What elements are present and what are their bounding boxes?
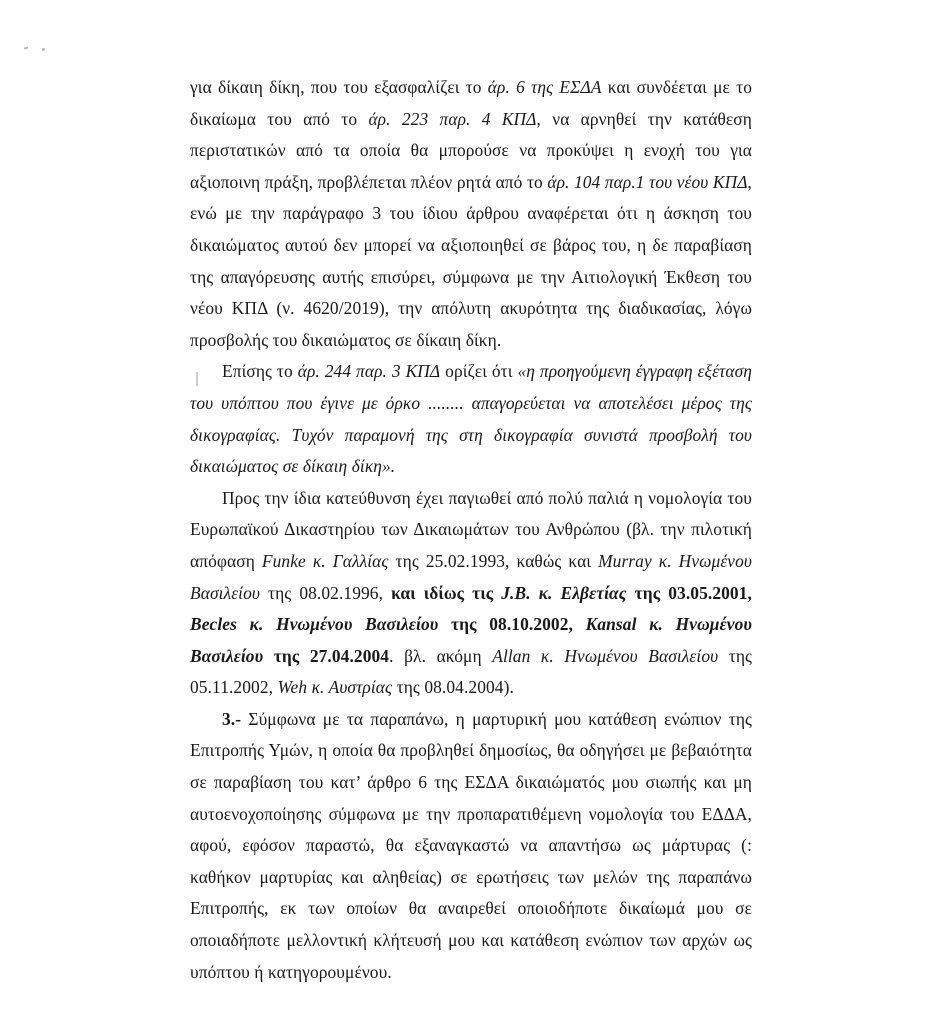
text-run: , να αρνηθεί την κατάθεση περιστατικών από τα οποία θα μπορούσε να προκύψει η ενοχή του για αξιοποινη πράξη, προβλέπεται πλέον ρητά από το — [190, 108, 752, 192]
text-run: της 27.04.2004 — [263, 645, 390, 666]
text-run: Kansal κ. Ηνωμένου Βασιλείου — [190, 614, 753, 666]
scan-artifact-marks — [24, 44, 64, 54]
text-run: και συνδέεται με το δικαίωμα του από το — [190, 77, 752, 129]
text-run: άρ. 223 παρ. 4 ΚΠΔ — [368, 108, 537, 129]
paragraph — [190, 72, 752, 356]
paragraph — [190, 483, 752, 704]
text-run: της 25.02.1993, καθώς και — [388, 550, 599, 571]
paragraph — [190, 356, 752, 482]
text-run: Allan κ. Ηνωμένου Βασιλείου — [492, 645, 719, 666]
scan-mark-dash — [24, 46, 28, 49]
text-run: της 08.04.2004). — [392, 677, 514, 698]
text-run: της 08.02.1996, — [259, 582, 392, 603]
text-run: Murray κ. Ηνωμένου Βασιλείου — [190, 550, 753, 603]
text-run: της 03.05.2001, — [626, 582, 752, 603]
text-run: . βλ. ακόμη — [389, 645, 493, 666]
text-run: J.B. κ. Ελβετίας — [501, 582, 627, 603]
text-run: για δίκαιη δίκη, που του εξασφαλίζει το — [190, 77, 488, 97]
text-run: , ενώ με την παράγραφο 3 του ίδιου άρθρου αναφέρεται ότι η άσκηση του δικαιώματος αυτού δεν μπορεί να αξιοποιηθεί σε βάρος του, η δε παραβίαση της απαγόρευσης αυτής επισύρει, σύμφωνα με την Αιτιολογική Έκθεση του νέου ΚΠΔ (ν. 4620/2019), την απόλυτη ακυρότητα της διαδικασίας, λόγω προσβολής του δικαιώματος σε δίκαιη δίκη. — [190, 171, 752, 350]
paragraph — [190, 704, 752, 988]
text-run: και ιδίως τις — [391, 582, 502, 603]
text-run: Becles κ. Ηνωμένου Βασιλείου — [190, 614, 439, 635]
text-run: άρ. 104 παρ.1 του νέου ΚΠΔ — [547, 171, 748, 192]
text-run: Προς την ίδια κατεύθυνση έχει παγιωθεί από πολύ παλιά η νομολογία του Ευρωπαϊκού Δικαστηρίου των Δικαιωμάτων του Ανθρώπου (βλ. την πιλοτική απόφαση — [190, 487, 752, 571]
text-run: «η προηγούμενη έγγραφη εξέταση του υπόπτου που έγινε με όρκο ........ απαγορεύεται να αποτελέσει μέρος της δικογραφίας. Τυχόν παραμονή της στη δικογραφία συνιστά προσβολή του δικαιώματος σε δίκαιη δίκη». — [190, 361, 753, 477]
text-run: άρ. 6 της ΕΣΔΑ — [487, 77, 602, 97]
scan-mark-dot — [42, 48, 45, 51]
text-run: άρ. 244 παρ. 3 ΚΠΔ — [297, 361, 441, 382]
text-run: της 05.11.2002, — [190, 645, 753, 698]
document-text-body — [190, 72, 752, 988]
text-run: Funke κ. Γαλλίας — [261, 550, 389, 571]
text-run: Σύμφωνα με τα παραπάνω, η μαρτυρική μου κατάθεση ενώπιον της Επιτροπής Υμών, η οποία θα προβληθεί δημοσίως, θα οδηγήσει με βεβαιότητα σε παραβίαση του κατ’ άρθρο 6 της ΕΣΔΑ δικαιώματός μου σιωπής και μη αυτοενοχοποίησης σύμφωνα με την προπαρατιθέμενη νομολογία του ΕΔΔΑ, αφού, εφόσον παραστώ, θα εξαναγκαστώ να απαντήσω ως μάρτυρας (: καθήκον μαρτυρίας και αληθείας) σε ερωτήσεις των μελών της παραπάνω Επιτροπής, εκ των οποίων θα αναιρεθεί οποιοδήποτε δικαίωμά μου σε οποιαδήποτε μελλοντική κλήτευσή μου και κατάθεση ενώπιον των αρχών ως υπόπτου ή κατηγορουμένου. — [190, 708, 752, 982]
text-run: Weh κ. Αυστρίας — [277, 677, 393, 698]
text-run: 3.- — [222, 708, 249, 729]
text-run: Επίσης το — [222, 361, 298, 382]
text-run: της 08.10.2002, — [438, 614, 586, 635]
text-run: ορίζει ότι — [440, 361, 518, 382]
